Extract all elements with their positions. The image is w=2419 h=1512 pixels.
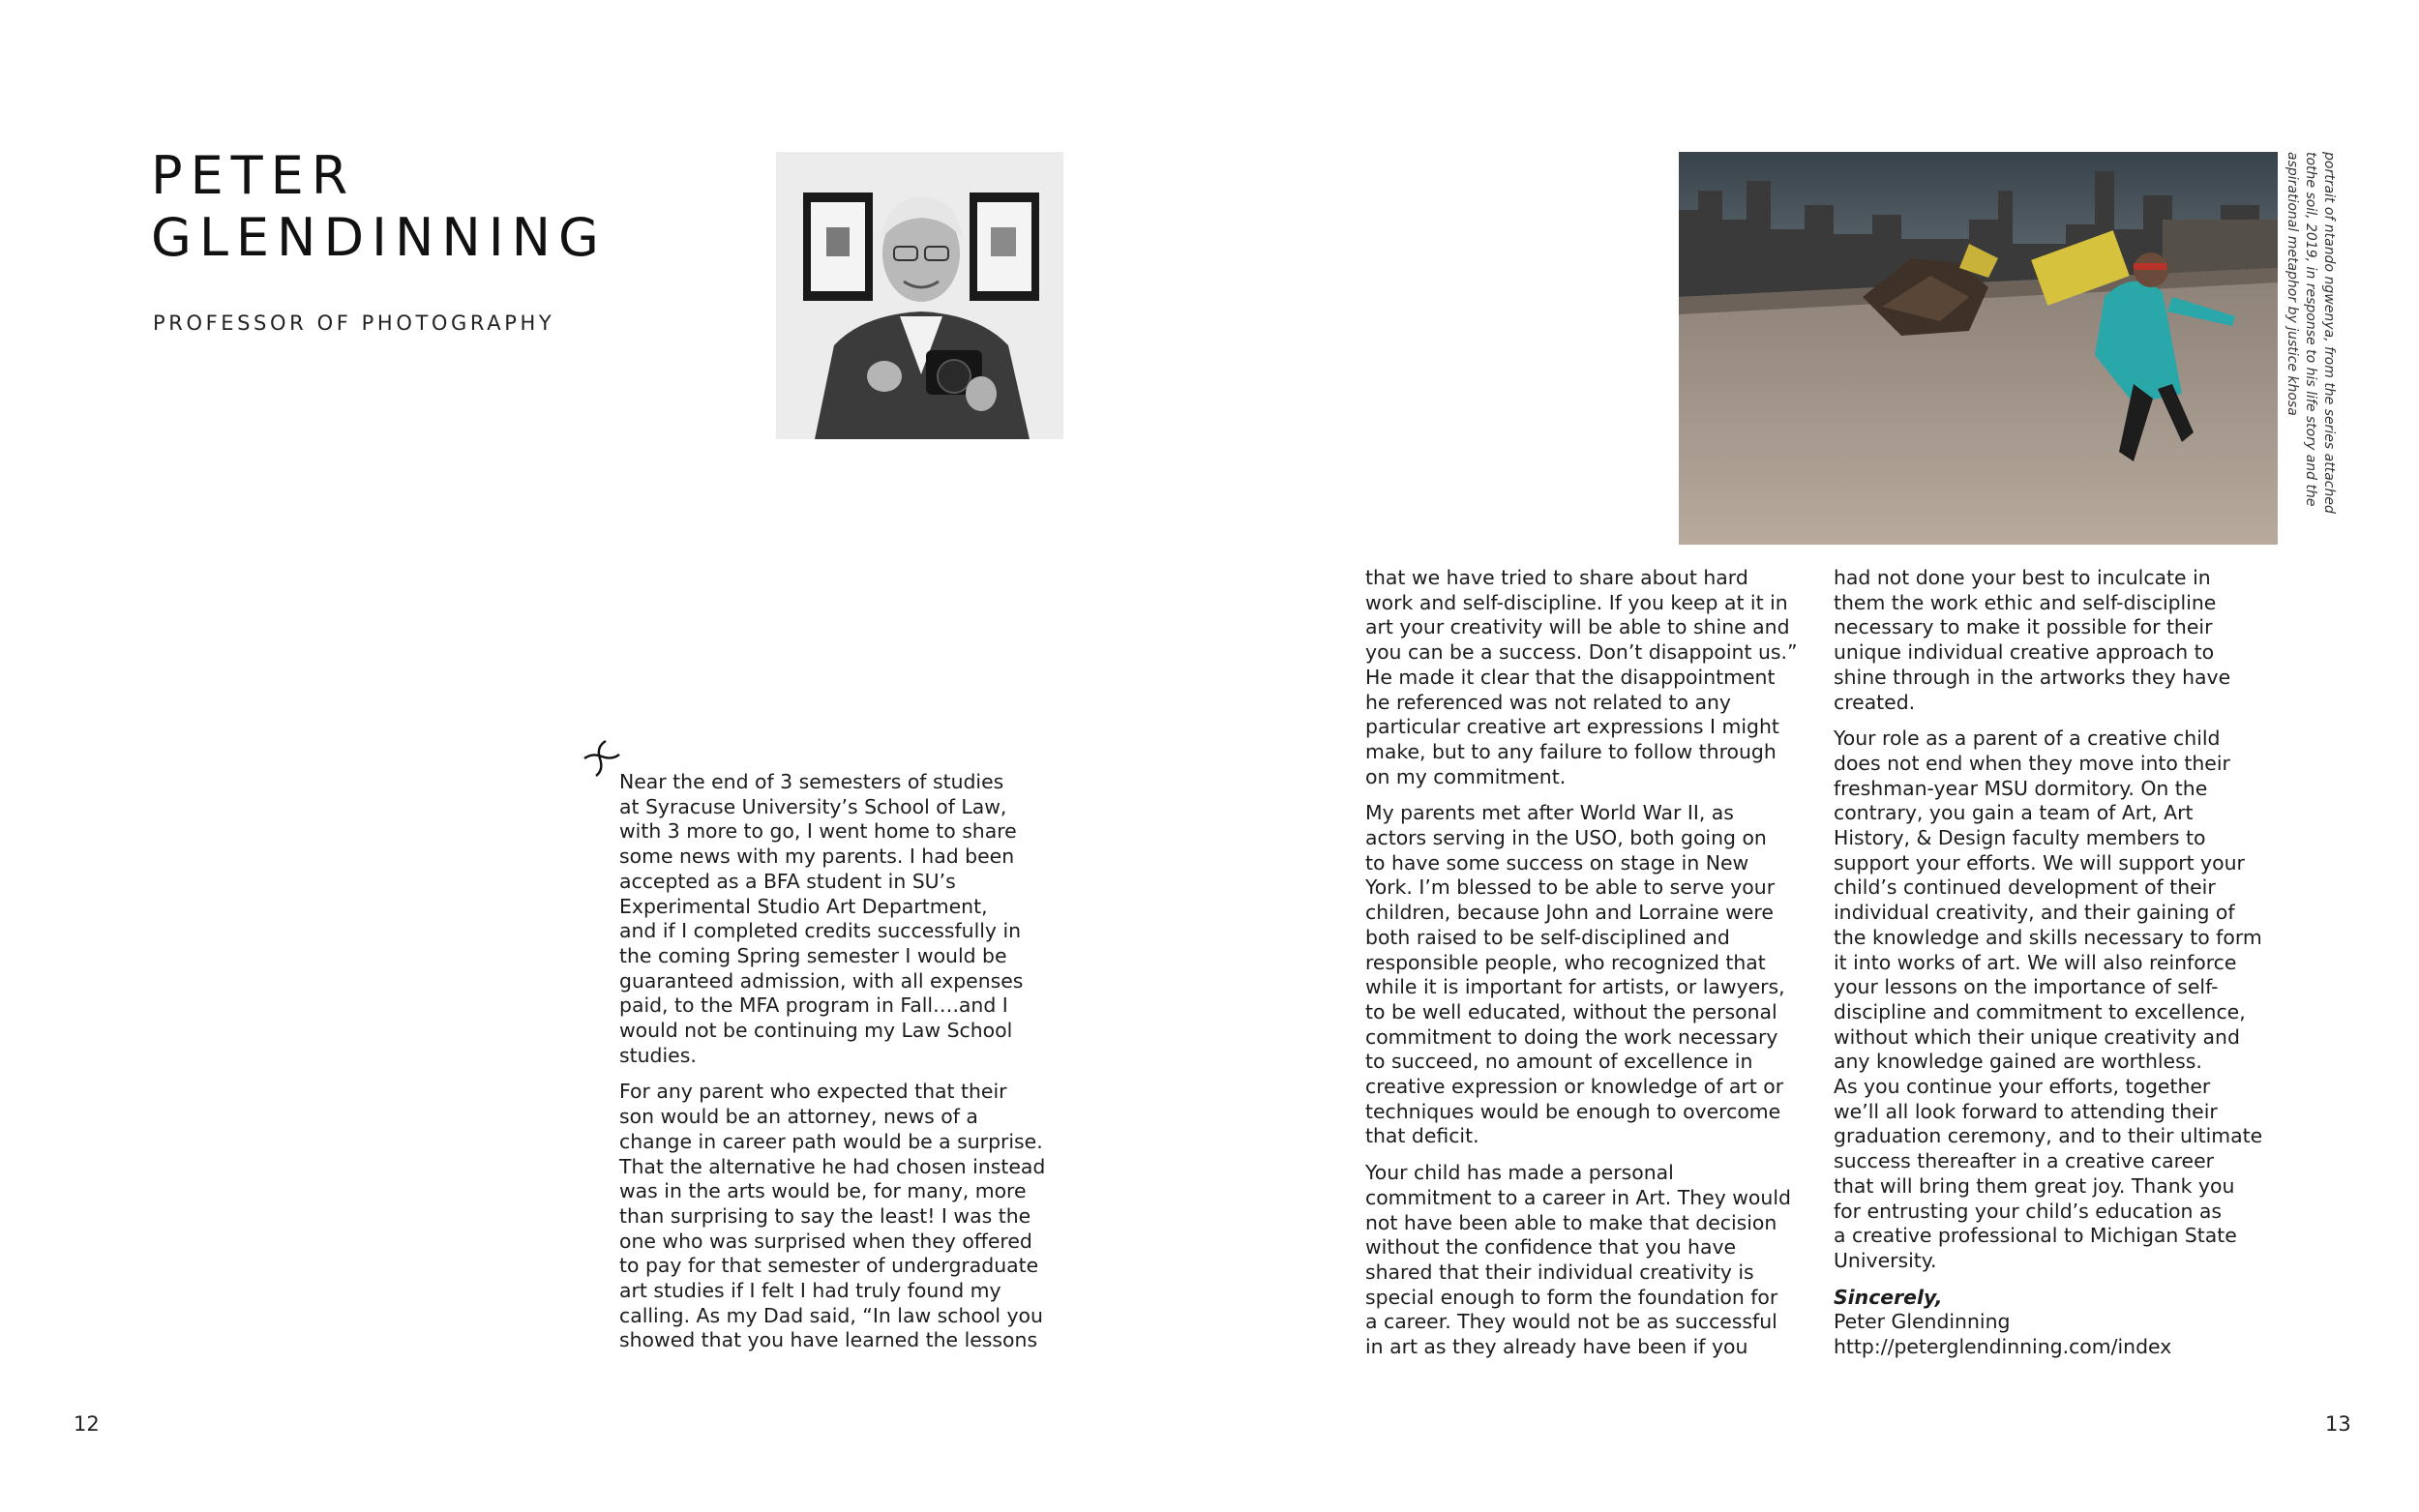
page-number-right: 13	[2325, 1412, 2351, 1436]
closing-salutation: Sincerely,	[1834, 1285, 1943, 1309]
drop-cap-flourish-icon	[582, 737, 621, 778]
photo-caption: portrait of ntando ngwenya, from the series attached tothe soil, 2019, in response to his life story and the aspirational metaphor by justice khosa	[2285, 152, 2337, 514]
paragraph: that we have tried to share about hard work and self-discipline. If you keep at it in art your creativity will be able to shine and you can be a success. Don’t disappoint us.” He made it clear that the disappointment he referenced was not related to any particular creative art expressions I might make, but to any failure to follow through on my commitment.	[1365, 566, 1798, 788]
author-name-line1: PETER	[151, 145, 356, 206]
paragraph: For any parent who expected that their son would be an attorney, news of a change in career path would be a surprise. That the alternative he had chosen instead was in the arts would be, for many, more than surprising to say the least! I was the one who was surprised when they offered to pay for that semester of undergraduate art studies if I felt I had truly found my calling. As my Dad said, “In law school you showed that you have learned the lessons	[619, 1080, 1046, 1352]
author-name-line2: GLENDINNING	[151, 207, 607, 268]
paragraph: Near the end of 3 semesters of studies at Syracuse University’s School of Law, with 3 more to go, I went home to share some news with my parents. I had been accepted as a BFA student in SU’s Experimental Studio Art Department, and if I completed credits successfully in the coming Spring semester I would be guaranteed admission, with all expenses paid, to the MFA program in Fall….and I would not be continuing my Law School studies.	[619, 770, 1024, 1067]
article-column-3	[1834, 566, 2298, 1360]
paragraph: As you continue your efforts, together we’ll all look forward to attending their graduation ceremony, and to their ultimate success thereafter in a creative career that will bring them great joy. Thank you for entrusting your child’s education as a creative professional to Michigan State University.	[1834, 1075, 2263, 1272]
article-column-2	[1365, 566, 1820, 1360]
rooftop-dancer-photo	[1679, 152, 2278, 545]
article-column-1	[619, 770, 1064, 1353]
paragraph: Your child has made a personal commitment to a career in Art. They would not have been able to make that decision without the confidence that you have shared that their individual creativity is special enough to form the foundation for a career. They would not be as successful in art as they already have been if you	[1365, 1161, 1791, 1359]
signature-name: Peter Glendinning	[1834, 1310, 2011, 1334]
author-name	[151, 145, 607, 269]
paragraph: Your role as a parent of a creative child does not end when they move into their freshman-year MSU dormitory. On the contrary, you gain a team of Art, Art History, & Design faculty members to support your efforts. We will support your child’s continued development of their individual creativity, and their gaining of the knowledge and skills necessary to form it into works of art. We will also reinforce your lessons on the importance of self- discipline and commitment to excellence, without which their unique creativity and any knowledge gained are worthless.	[1834, 726, 2262, 1074]
author-website-link[interactable]: http://peterglendinning.com/index	[1834, 1335, 2172, 1359]
author-portrait-photo	[776, 152, 1063, 439]
paragraph: My parents met after World War II, as actors serving in the USO, both going on to have some success on stage in New York. I’m blessed to be able to serve your children, because John and Lorraine were both raised to be self-disciplined and responsible people, who recognized that while it is important for artists, or lawyers, to be well educated, without the personal commitment to doing the work necessary to succeed, no amount of excellence in creative expression or knowledge of art or techniques would be enough to overcome that deficit.	[1365, 801, 1785, 1148]
author-title: PROFESSOR OF PHOTOGRAPHY	[153, 311, 555, 335]
page-number-left: 12	[74, 1412, 100, 1436]
paragraph: had not done your best to inculcate in them the work ethic and self-discipline necessary to make it possible for their unique individual creative approach to shine through in the artworks they have created.	[1834, 566, 2231, 714]
